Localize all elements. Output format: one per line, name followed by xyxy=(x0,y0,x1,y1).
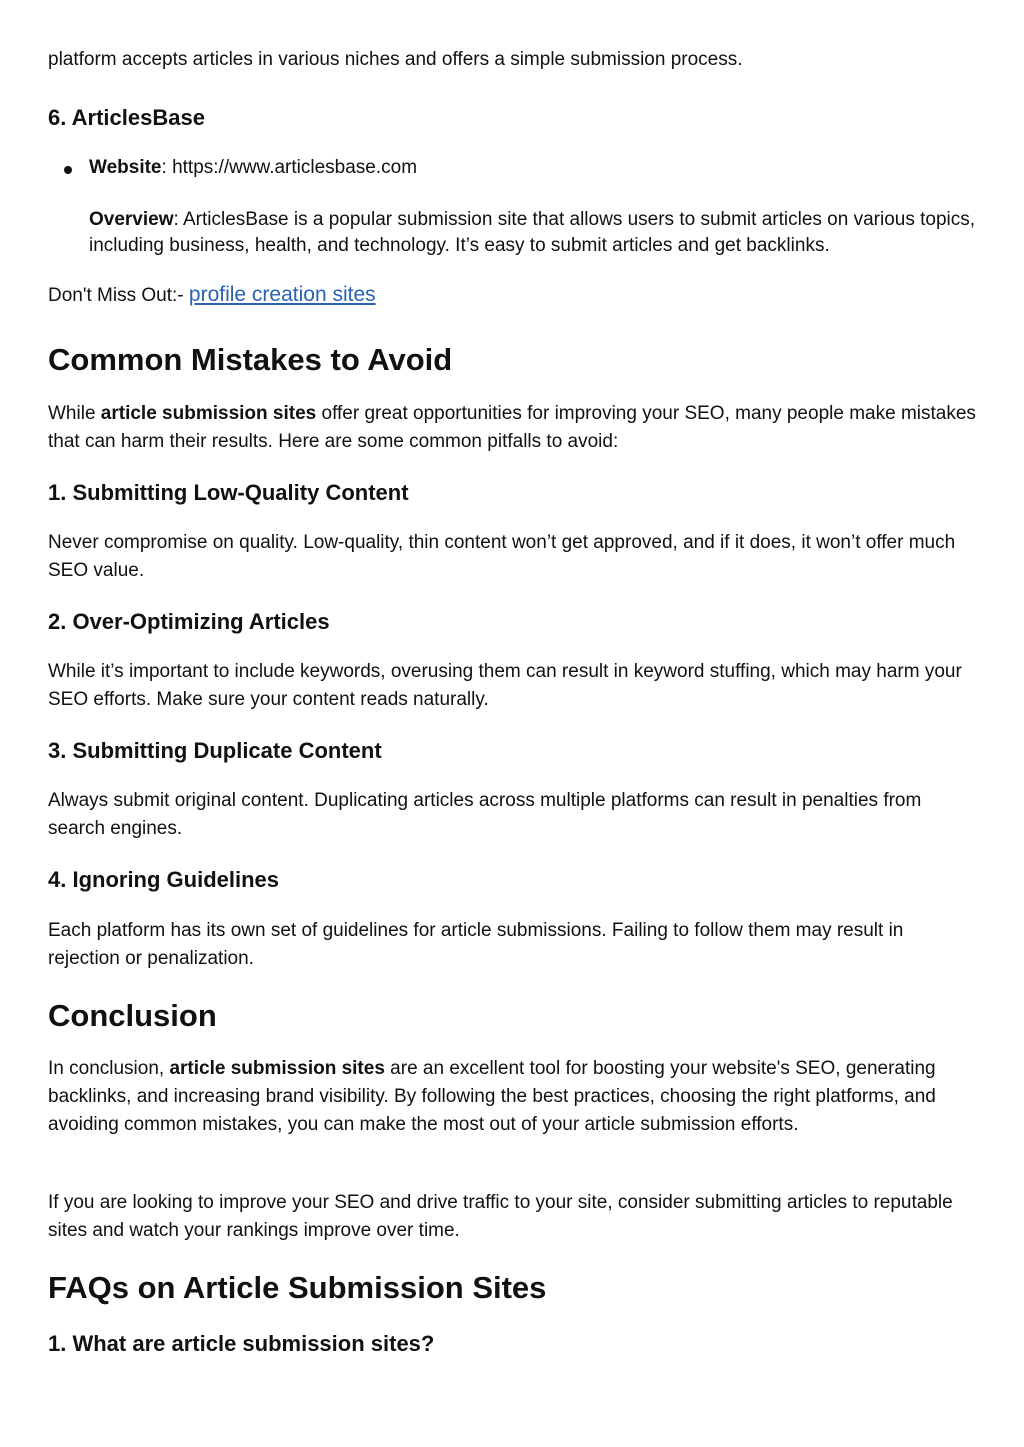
list-item-website xyxy=(48,154,1019,182)
website-value: : https://www.articlesbase.com xyxy=(161,157,418,178)
dont-miss-prefix: Don't Miss Out:- xyxy=(48,285,189,306)
faq-1-question: 1. What are article submission sites? xyxy=(48,1331,435,1356)
conclusion-paragraph-2: If you are looking to improve your SEO and drive traffic to your site, consider submitting articles to reputable sites and watch your rankings improve over time. xyxy=(48,1192,953,1241)
intro-tail-text: platform accepts articles in various niches and offers a simple submission process. xyxy=(48,49,743,70)
mistake-3-text: Always submit original content. Duplicating articles across multiple platforms can result in penalties from search engines. xyxy=(48,790,922,839)
conclusion-p1-bold: article submission sites xyxy=(169,1058,385,1079)
mistakes-intro-post: offer great opportunities for improving your SEO, many people make mistakes that can harm their results. Here are some common pitfalls to avoid: xyxy=(48,403,976,452)
website-label: Website xyxy=(89,157,162,178)
mistake-4-heading: 4. Ignoring Guidelines xyxy=(48,867,280,892)
conclusion-p1-post: are an excellent tool for boosting your website's SEO, generating backlinks, and increasing brand visibility. By following the best practices, choosing the right platforms, and avoiding common mistakes, you can make the most out of your article submission efforts. xyxy=(48,1058,936,1135)
mistake-1-text: Never compromise on quality. Low-quality, thin content won’t get approved, and if it does, it won’t offer much SEO value. xyxy=(48,532,956,581)
profile-creation-sites-link[interactable]: profile creation sites xyxy=(188,283,376,306)
mistake-2-text: While it’s important to include keywords, overusing them can result in keyword stuffing, which may harm your SEO efforts. Make sure your content reads naturally. xyxy=(48,661,962,710)
mistake-4-text: Each platform has its own set of guidelines for article submissions. Failing to follow them may result in rejection or penalization. xyxy=(48,920,904,969)
conclusion-p1-pre: In conclusion, xyxy=(48,1058,170,1079)
overview-block xyxy=(48,207,979,259)
mistakes-intro xyxy=(48,400,978,456)
articlesbase-heading: 6. ArticlesBase xyxy=(48,105,205,130)
mistakes-heading: Common Mistakes to Avoid xyxy=(48,342,453,377)
bullet-icon xyxy=(64,166,72,174)
conclusion-paragraph-1 xyxy=(48,1055,978,1139)
mistake-2-heading: 2. Over-Optimizing Articles xyxy=(48,609,330,634)
mistake-3-heading: 3. Submitting Duplicate Content xyxy=(48,738,382,763)
mistake-1-heading: 1. Submitting Low-Quality Content xyxy=(48,480,409,505)
faqs-heading: FAQs on Article Submission Sites xyxy=(48,1270,547,1305)
dont-miss-line xyxy=(48,281,376,310)
mistakes-intro-bold: article submission sites xyxy=(100,403,317,424)
overview-text: : ArticlesBase is a popular submission site that allows users to submit articles on various topics, including business, health, and technology. It’s easy to submit articles and get backlinks. xyxy=(89,209,976,256)
conclusion-heading: Conclusion xyxy=(48,998,217,1033)
overview-label: Overview xyxy=(89,209,174,230)
mistakes-intro-pre: While xyxy=(48,403,101,424)
